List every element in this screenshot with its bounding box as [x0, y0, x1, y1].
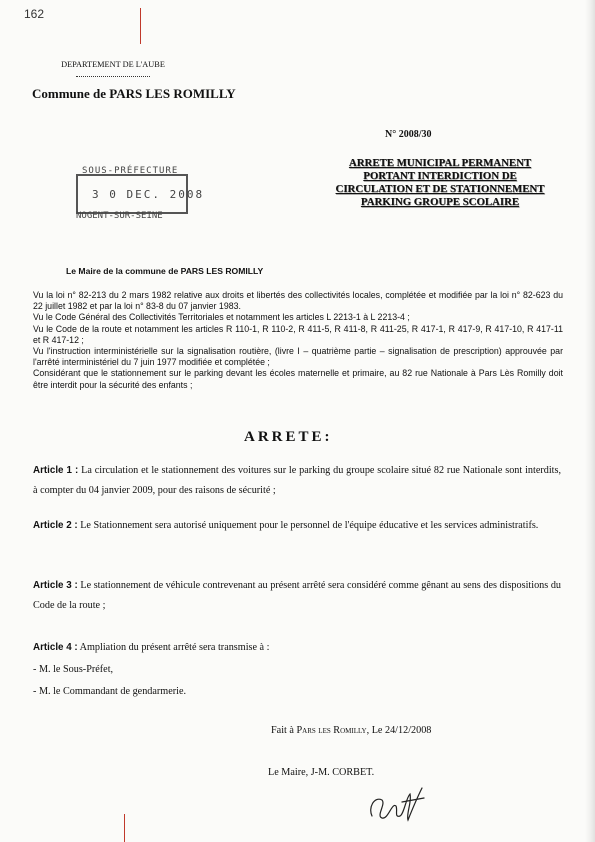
visa-line: Vu le Code de la route et notamment les articles R 110-1, R 110-2, R 411-5, R 411-8, R 411-25, R 417-1, R 417-9, R 417-10, R 417-11 et R 417-12 ;: [33, 323, 563, 345]
stamp-authority: SOUS-PRÉFECTURE: [82, 166, 179, 176]
article-3: [33, 576, 561, 616]
article-text: Le stationnement de véhicule contrevenant au présent arrêté sera considéré comme gênant au sens des dispositions du Code de la route ;: [33, 580, 562, 611]
margin-mark-top: [140, 8, 141, 44]
title-line: PORTANT INTERDICTION DE: [363, 170, 517, 182]
department-name: DEPARTEMENT DE L'AUBE: [61, 60, 165, 69]
title-line: PARKING GROUPE SCOLAIRE: [360, 196, 520, 208]
article-label: Article 3 :: [33, 580, 78, 591]
commune-name: Commune de PARS LES ROMILLY: [32, 86, 236, 101]
stamp-place: NOGENT-SUR-SEINE: [76, 211, 163, 221]
header-divider: [76, 76, 150, 77]
recipient-sous-prefet: - M. le Sous-Préfet,: [33, 664, 114, 675]
visa-line: Vu la loi n° 82-213 du 2 mars 1982 relative aux droits et libertés des collectivités locales, complétée et modifiée par la loi n° 82-623 du 22 juillet 1982 et par la loi n° 83-8 du 07 janvier 1983.: [33, 290, 563, 312]
visas-block: [33, 290, 563, 391]
visa-line: Vu l'instruction interministérielle sur la signalisation routière, (livre I – quatrième partie – signalisation de prescription) approuvée par l'arrêté interministériel du 7 juin 1977 modifiée et complétée ;: [33, 346, 563, 368]
stamp-date: 3 0 DEC. 2008: [92, 188, 205, 201]
article-text: Ampliation du présent arrêté sera transmise à :: [79, 642, 270, 653]
signing-place-date: [271, 725, 431, 736]
arrete-number: N° 2008/30: [385, 129, 432, 140]
title-line: CIRCULATION ET DE STATIONNEMENT: [335, 183, 545, 195]
fait-prefix: Fait à: [271, 725, 294, 736]
article-1: [33, 461, 561, 501]
page-number: 162: [24, 7, 45, 21]
visa-line: Vu le Code Général des Collectivités Territoriales et notamment les articles L 2213-1 à L 2213-4 ;: [33, 312, 410, 323]
page-edge-shadow: [585, 0, 595, 842]
arrete-title: [300, 157, 580, 209]
article-4: [33, 638, 561, 658]
maire-intro: Le Maire de la commune de PARS LES ROMILLY: [66, 266, 264, 276]
signer-name: Le Maire, J-M. CORBET.: [268, 767, 375, 778]
signing-place: Pars les Romilly: [296, 725, 367, 736]
visa-line: Considérant que le stationnement sur le parking devant les écoles maternelle et primaire, au 82 rue Nationale à Pars Lès Romilly doit être interdit pour la sécurité des enfants ;: [33, 368, 563, 390]
handwritten-signature: [362, 780, 432, 830]
title-line: ARRETE MUNICIPAL PERMANENT: [348, 157, 532, 169]
article-text: La circulation et le stationnement des voitures sur le parking du groupe scolaire situé 82 rue Nationale sont interdits, à compter du 04 janvier 2009, pour des raisons de sécurité ;: [33, 465, 562, 496]
article-label: Article 1 :: [33, 465, 79, 476]
article-2: [33, 516, 561, 536]
article-label: Article 2 :: [33, 520, 78, 531]
arrete-heading: ARRETE:: [244, 429, 333, 445]
reception-stamp: [66, 164, 205, 224]
article-label: Article 4 :: [33, 642, 78, 653]
article-text: Le Stationnement sera autorisé uniquement pour le personnel de l'équipe éducative et les services administratifs.: [80, 520, 539, 531]
recipient-gendarmerie: - M. le Commandant de gendarmerie.: [33, 686, 187, 697]
signing-date: , Le 24/12/2008: [366, 725, 432, 736]
margin-mark-bottom: [124, 814, 125, 842]
